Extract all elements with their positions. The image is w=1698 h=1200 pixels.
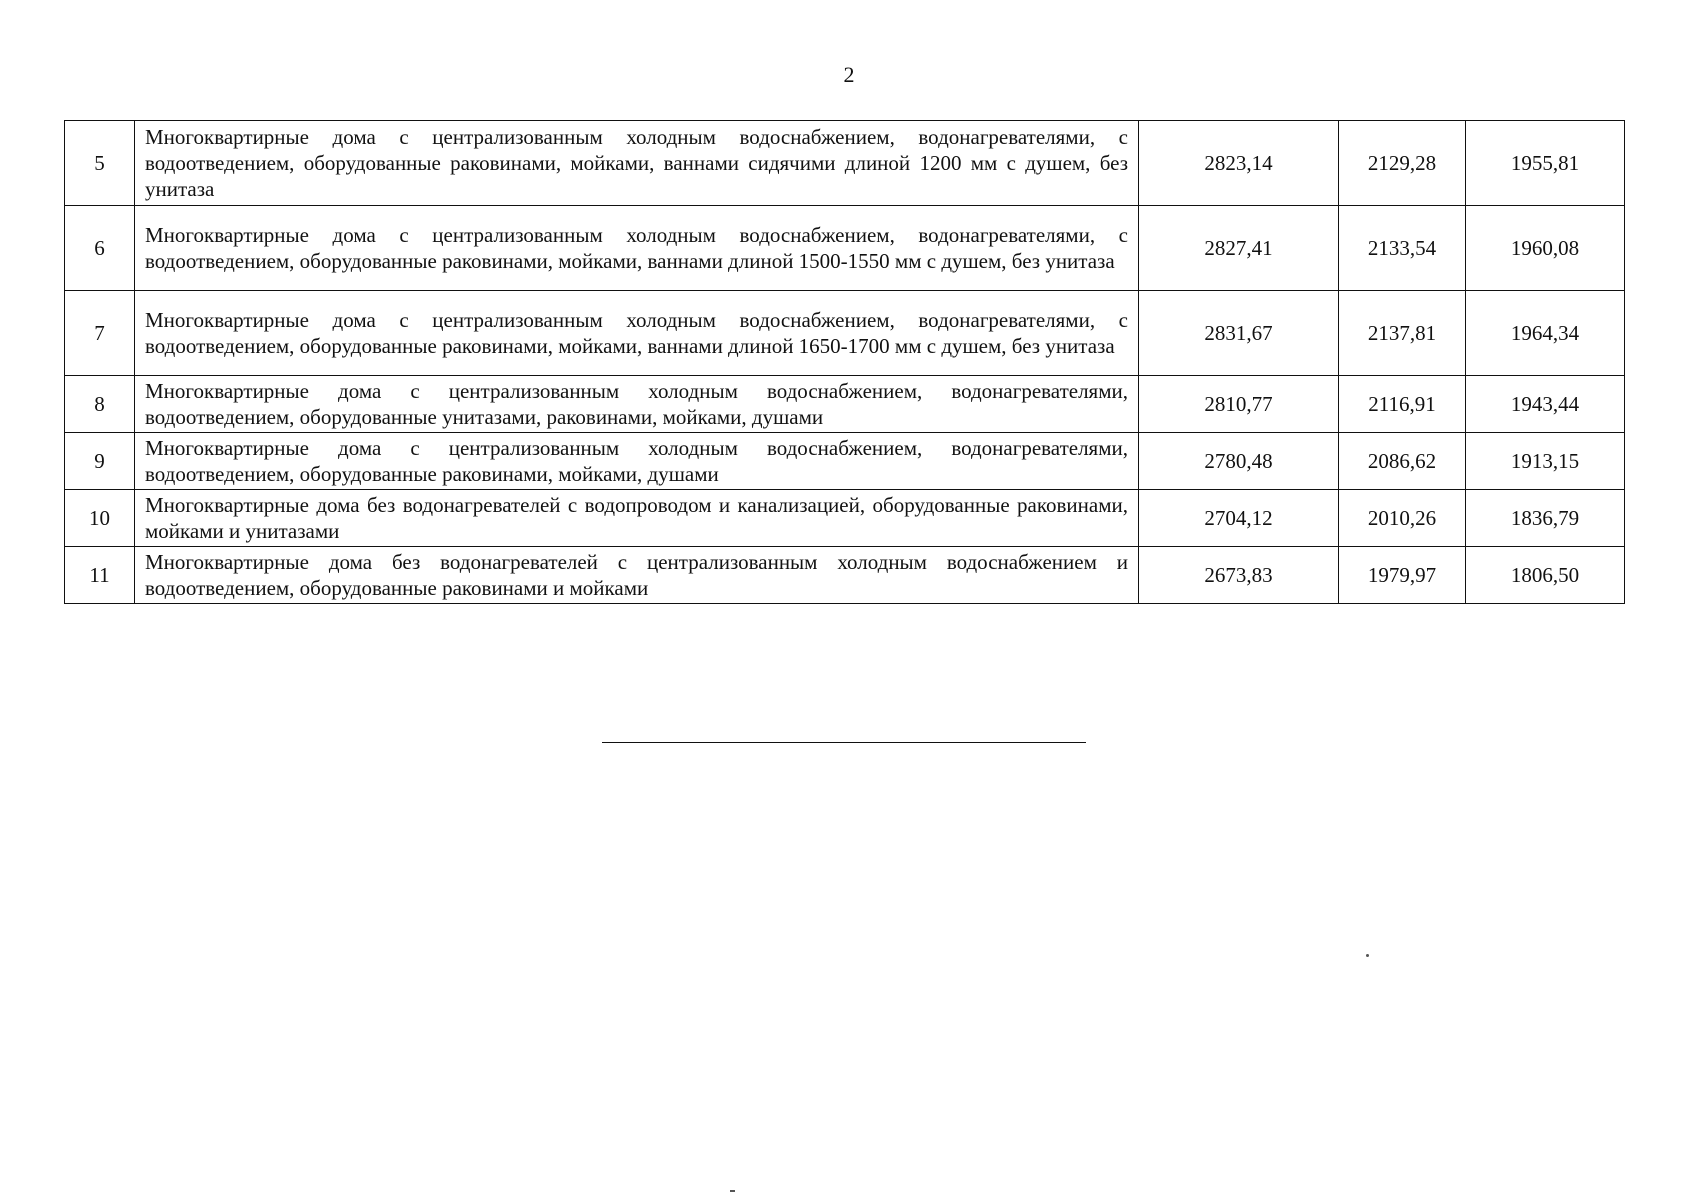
row-value-1: 2704,12 [1139,490,1339,547]
table-row [65,206,1625,291]
row-number: 11 [65,547,135,604]
table-row [65,376,1625,433]
row-value-2: 1979,97 [1339,547,1466,604]
row-value-1: 2823,14 [1139,121,1339,206]
row-value-2: 2133,54 [1339,206,1466,291]
row-value-3: 1913,15 [1466,433,1625,490]
row-value-2: 2137,81 [1339,291,1466,376]
closing-rule [602,742,1086,743]
table-row [65,490,1625,547]
row-description: Многоквартирные дома без водонагревателей с водопроводом и канализацией, оборудованные раковинами, мойками и унитазами [135,490,1139,547]
row-description: Многоквартирные дома с централизованным холодным водоснабжением, водонагревателями, с водоотведением, оборудованные раковинами, мойками, ваннами длиной 1500-1550 мм с душем, без унитаза [135,206,1139,291]
row-value-2: 2010,26 [1339,490,1466,547]
row-number: 8 [65,376,135,433]
scan-speck [730,1190,735,1192]
table-row [65,433,1625,490]
table-row [65,121,1625,206]
row-value-1: 2810,77 [1139,376,1339,433]
row-number: 7 [65,291,135,376]
table-row [65,291,1625,376]
row-value-1: 2831,67 [1139,291,1339,376]
row-value-2: 2129,28 [1339,121,1466,206]
row-description: Многоквартирные дома с централизованным холодным водоснабжением, водонагревателями, водоотведением, оборудованные унитазами, раковинами, мойками, душами [135,376,1139,433]
row-value-3: 1960,08 [1466,206,1625,291]
row-value-3: 1943,44 [1466,376,1625,433]
row-value-3: 1964,34 [1466,291,1625,376]
row-description: Многоквартирные дома с централизованным холодным водоснабжением, водонагревателями, с водоотведением, оборудованные раковинами, мойками, ваннами сидячими длиной 1200 мм с душем, без унитаза [135,121,1139,206]
row-value-2: 2116,91 [1339,376,1466,433]
row-value-1: 2827,41 [1139,206,1339,291]
scan-speck [1366,954,1369,957]
row-value-3: 1836,79 [1466,490,1625,547]
row-value-1: 2780,48 [1139,433,1339,490]
row-description: Многоквартирные дома без водонагревателей с централизованным холодным водоснабжением и водоотведением, оборудованные раковинами и мойками [135,547,1139,604]
tariff-table [64,120,1625,604]
row-value-1: 2673,83 [1139,547,1339,604]
row-number: 10 [65,490,135,547]
row-value-3: 1955,81 [1466,121,1625,206]
row-value-3: 1806,50 [1466,547,1625,604]
row-description: Многоквартирные дома с централизованным холодным водоснабжением, водонагревателями, водоотведением, оборудованные раковинами, мойками, душами [135,433,1139,490]
row-description: Многоквартирные дома с централизованным холодным водоснабжением, водонагревателями, с водоотведением, оборудованные раковинами, мойками, ваннами длиной 1650-1700 мм с душем, без унитаза [135,291,1139,376]
row-value-2: 2086,62 [1339,433,1466,490]
row-number: 5 [65,121,135,206]
row-number: 6 [65,206,135,291]
page-number: 2 [843,62,855,87]
row-number: 9 [65,433,135,490]
table-row [65,547,1625,604]
